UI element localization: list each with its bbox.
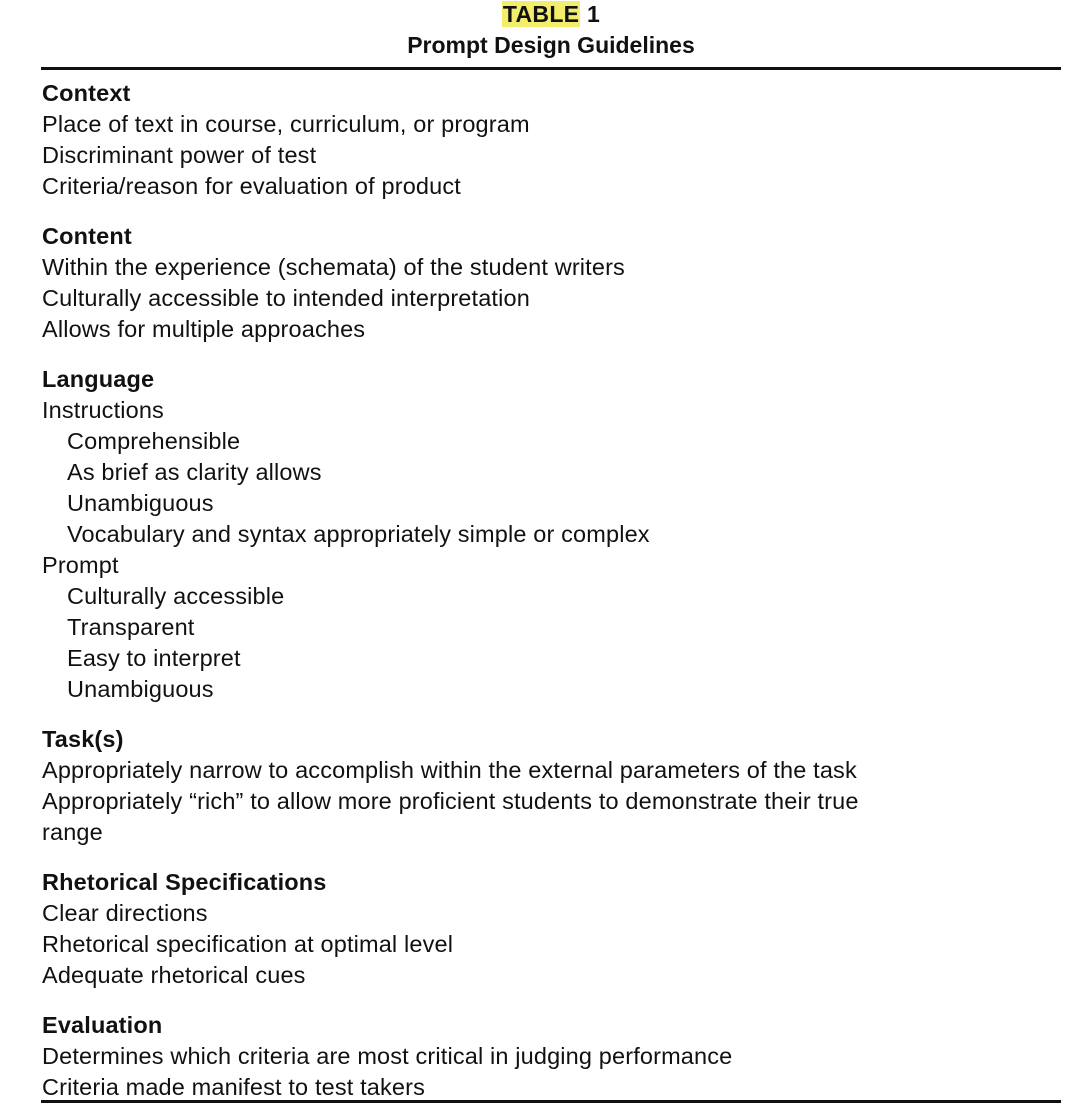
list-item: Unambiguous — [67, 676, 214, 702]
top-rule — [41, 67, 1061, 70]
table-number: 1 — [580, 1, 601, 27]
bottom-rule — [41, 1100, 1061, 1103]
subgroup-label: Prompt — [42, 552, 119, 578]
table-body — [42, 78, 1042, 1103]
list-item: Appropriately “rich” to allow more proficient students to demonstrate their true — [42, 788, 859, 814]
section-rhetorical-specifications — [42, 867, 1042, 991]
section-tasks — [42, 724, 1042, 848]
list-item: Allows for multiple approaches — [42, 316, 366, 342]
list-item: Within the experience (schemata) of the student writers — [42, 254, 625, 280]
section-heading: Content — [42, 223, 132, 249]
list-item: Comprehensible — [67, 428, 241, 454]
list-item: Criteria/reason for evaluation of product — [42, 173, 461, 199]
list-item: Discriminant power of test — [42, 142, 317, 168]
section-heading: Evaluation — [42, 1012, 163, 1038]
list-item: Transparent — [67, 614, 195, 640]
list-item: Appropriately narrow to accomplish within the external parameters of the task — [42, 757, 857, 783]
list-item: Culturally accessible — [67, 583, 285, 609]
subgroup-label: Instructions — [42, 397, 164, 423]
list-item: As brief as clarity allows — [67, 459, 322, 485]
section-evaluation — [42, 1010, 1042, 1103]
section-heading: Context — [42, 80, 131, 106]
list-item: Unambiguous — [67, 490, 214, 516]
section-heading: Task(s) — [42, 726, 124, 752]
section-language — [42, 364, 1042, 705]
section-context — [42, 78, 1042, 202]
section-content — [42, 221, 1042, 345]
list-item: range — [42, 819, 103, 845]
list-item: Adequate rhetorical cues — [42, 962, 306, 988]
section-heading: Rhetorical Specifications — [42, 869, 327, 895]
list-item: Culturally accessible to intended interpretation — [42, 285, 530, 311]
list-item: Easy to interpret — [67, 645, 241, 671]
table-title: Prompt Design Guidelines — [407, 32, 695, 58]
table-label — [0, 0, 1080, 28]
highlighted-table-word: TABLE — [502, 1, 580, 27]
list-item: Determines which criteria are most critical in judging performance — [42, 1043, 733, 1069]
list-item: Vocabulary and syntax appropriately simple or complex — [67, 521, 650, 547]
list-item: Place of text in course, curriculum, or program — [42, 111, 530, 137]
list-item: Criteria made manifest to test takers — [42, 1074, 425, 1100]
list-item: Clear directions — [42, 900, 208, 926]
section-heading: Language — [42, 366, 155, 392]
list-item: Rhetorical specification at optimal level — [42, 931, 454, 957]
